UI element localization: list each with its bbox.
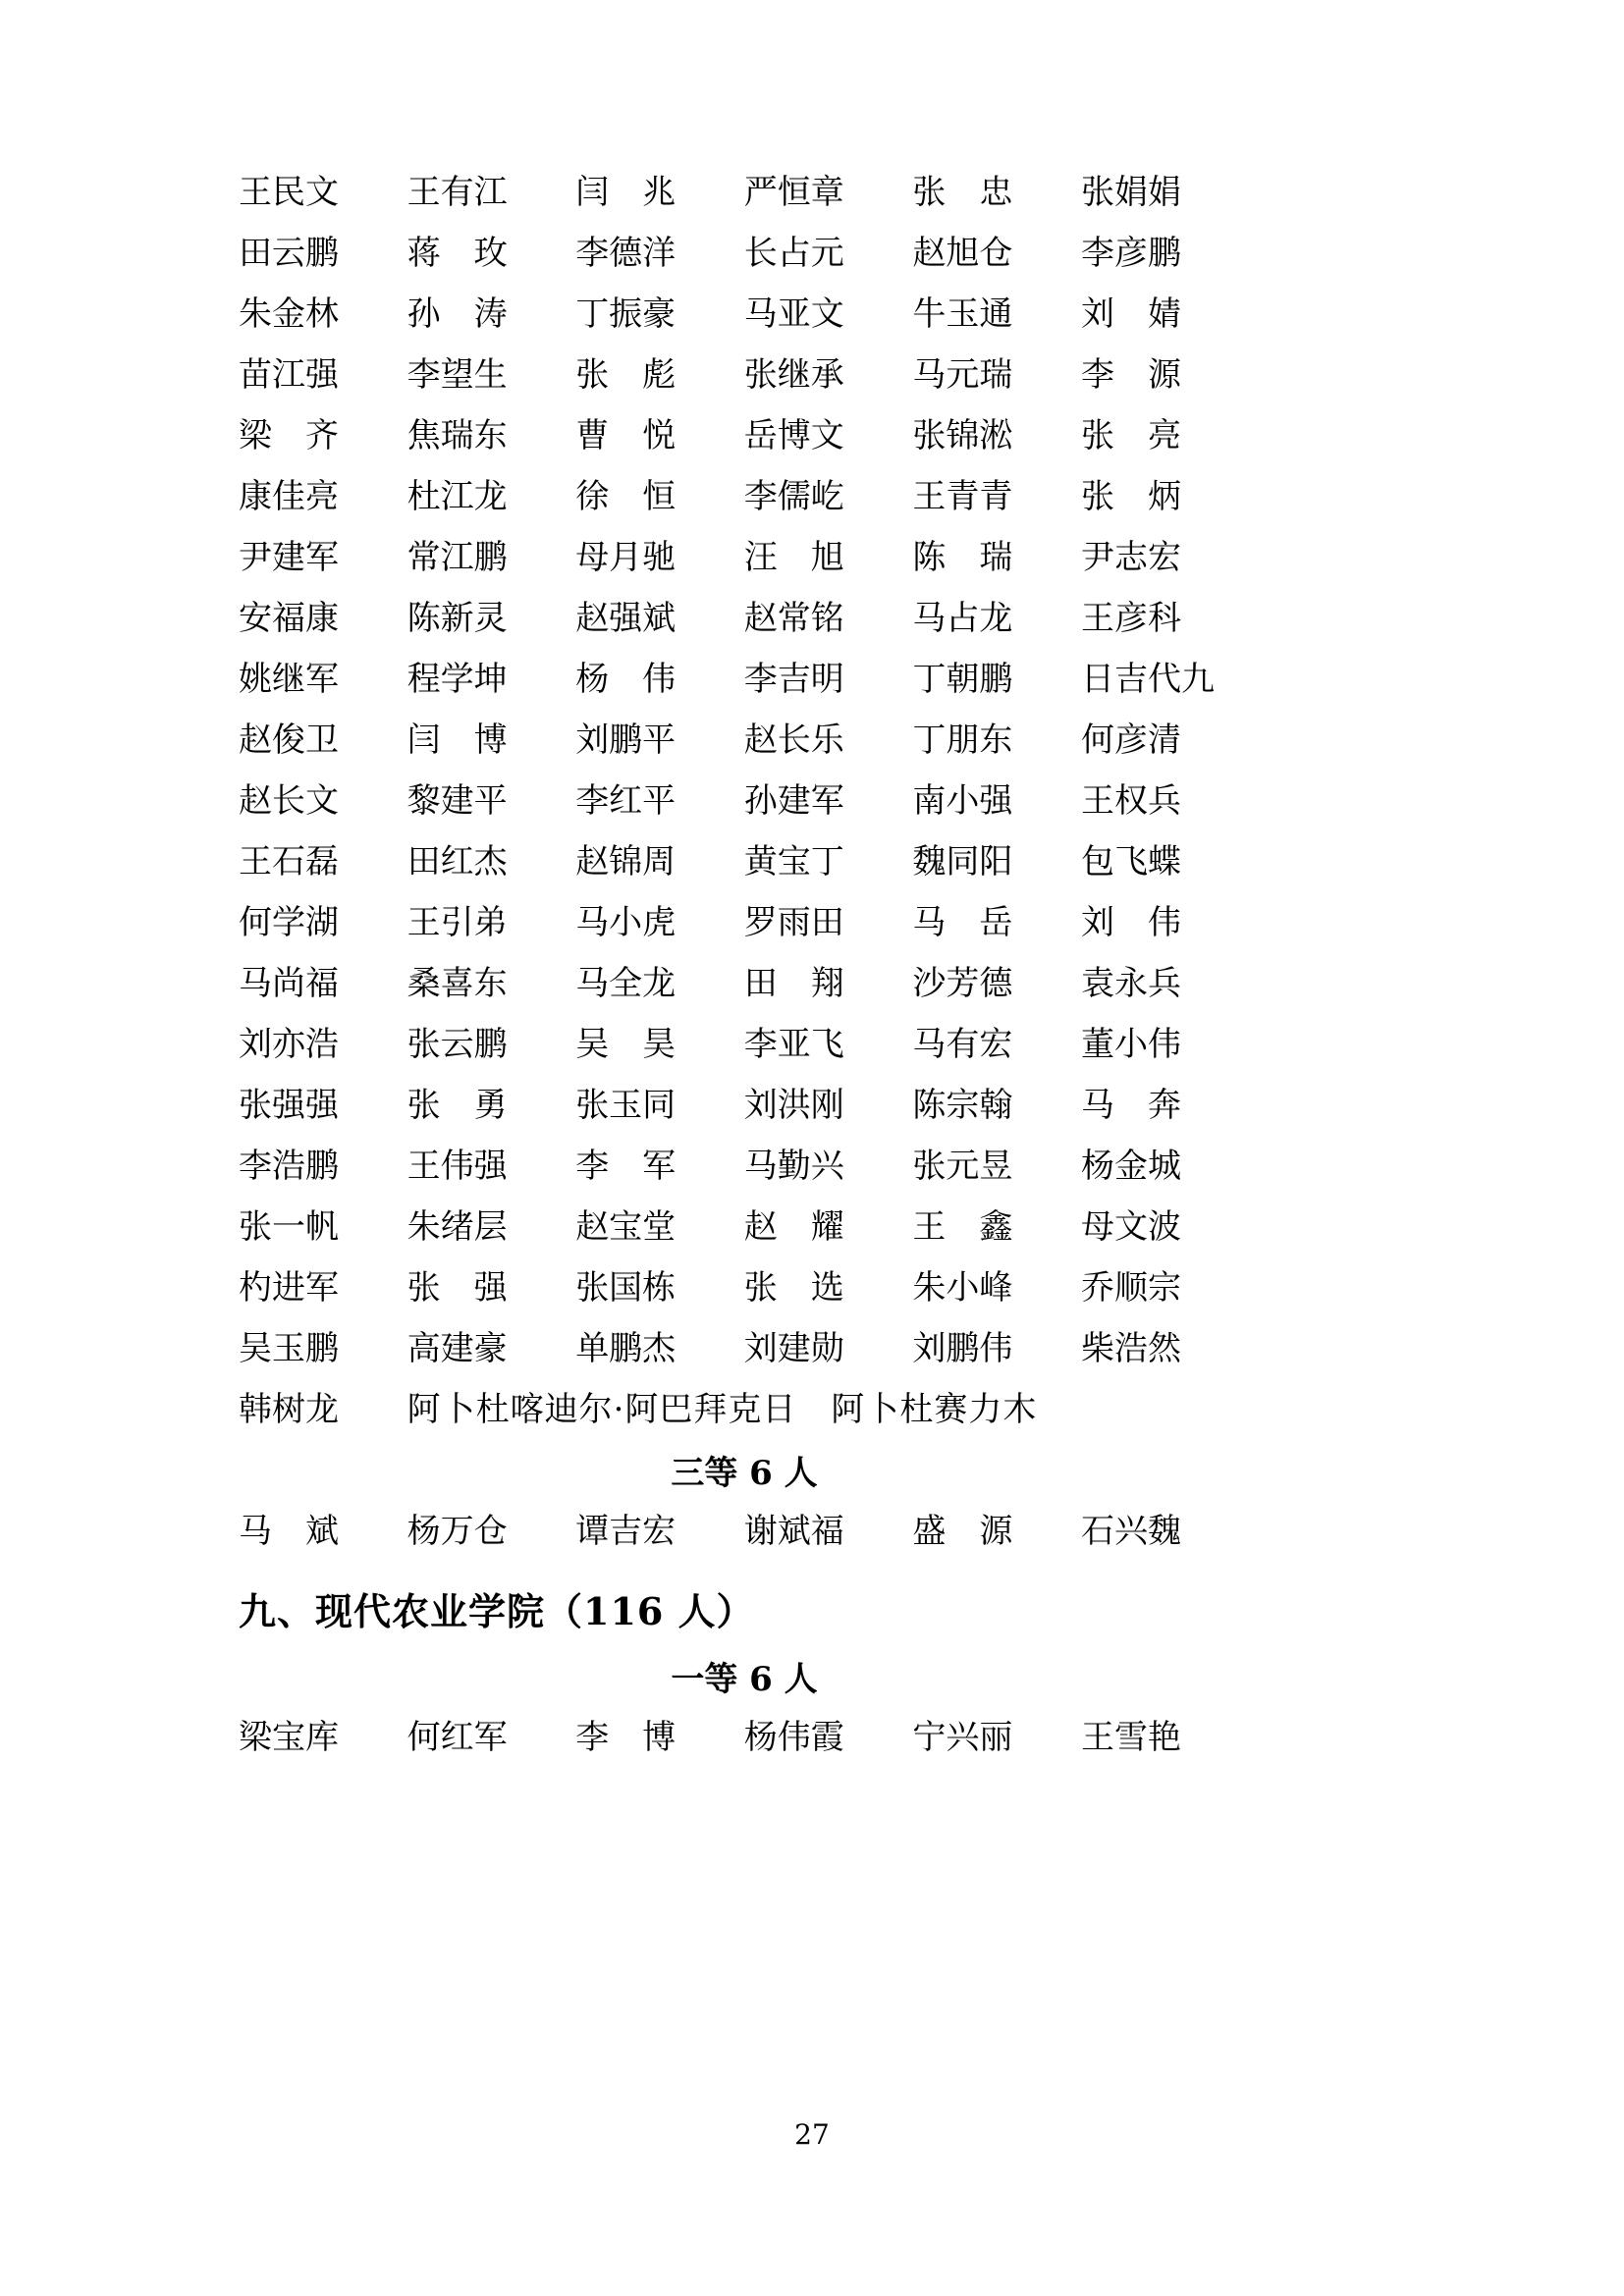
name-cell: 乔顺宗	[1080, 1268, 1181, 1308]
name-cell: 刘亦浩	[239, 1025, 339, 1064]
name-cell: 闫 兆	[575, 173, 677, 212]
name-cell: 刘 伟	[1080, 903, 1181, 942]
name-cell: 田云鹏	[239, 234, 339, 273]
name-cell: 南小强	[912, 781, 1013, 821]
name-cell: 王石磊	[239, 842, 339, 881]
name-cell: 何学湖	[239, 903, 339, 942]
name-cell: 马 奔	[1080, 1086, 1181, 1125]
name-cell: 陈 瑞	[912, 538, 1013, 577]
name-cell: 马有宏	[912, 1025, 1013, 1064]
name-cell: 杨万仓	[406, 1512, 508, 1551]
name-cell: 李亚飞	[743, 1025, 844, 1064]
name-cell: 刘鹏平	[575, 721, 677, 760]
name-cell: 谭吉宏	[575, 1512, 677, 1551]
name-cell: 赵宝堂	[575, 1207, 677, 1247]
name-cell: 蒋 玫	[406, 234, 508, 273]
name-cell: 严恒章	[743, 173, 844, 212]
name-cell: 李望生	[406, 355, 508, 395]
name-cell: 姚继军	[239, 660, 339, 699]
name-cell: 张元昱	[912, 1147, 1013, 1186]
table-row	[239, 1085, 1250, 1126]
table-row	[239, 1146, 1250, 1187]
name-cell: 安福康	[239, 599, 339, 638]
name-cell: 张强强	[239, 1086, 339, 1125]
name-cell: 张娟娟	[1080, 173, 1181, 212]
table-row	[239, 1024, 1250, 1065]
name-cell: 陈宗翰	[912, 1086, 1013, 1125]
table-row	[239, 963, 1250, 1004]
name-cell: 曹 悦	[575, 416, 677, 455]
name-cell: 李 源	[1080, 355, 1181, 395]
table-row	[239, 1717, 1250, 1758]
name-cell: 汪 旭	[743, 538, 844, 577]
name-cell: 岳博文	[743, 416, 844, 455]
name-cell: 赵常铭	[743, 599, 844, 638]
name-cell: 李吉明	[743, 660, 844, 699]
name-cell: 赵锦周	[575, 842, 677, 881]
name-cell: 王民文	[239, 173, 339, 212]
name-cell: 赵强斌	[575, 599, 677, 638]
name-cell: 宁兴丽	[912, 1718, 1013, 1757]
name-cell: 张 亮	[1080, 416, 1181, 455]
name-cell: 王雪艳	[1080, 1718, 1181, 1757]
name-cell: 盛 源	[912, 1512, 1013, 1551]
name-cell: 梁 齐	[239, 416, 339, 455]
name-cell: 王伟强	[406, 1147, 508, 1186]
name-cell: 程学坤	[406, 660, 508, 699]
name-cell: 石兴魏	[1080, 1512, 1181, 1551]
name-cell: 张 炳	[1080, 477, 1181, 516]
table-row	[239, 902, 1250, 943]
name-cell: 尹志宏	[1080, 538, 1181, 577]
table-row	[239, 659, 1250, 700]
name-cell: 袁永兵	[1080, 964, 1181, 1003]
name-cell: 马小虎	[575, 903, 677, 942]
name-cell: 张云鹏	[406, 1025, 508, 1064]
name-cell: 何红军	[406, 1718, 508, 1757]
name-cell: 马元瑞	[912, 355, 1013, 395]
name-cell: 苗江强	[239, 355, 339, 395]
name-cell: 长占元	[743, 234, 844, 273]
name-cell: 张 勇	[406, 1086, 508, 1125]
first-prize-heading: 一等 6 人	[671, 1660, 818, 1699]
name-cell: 王青青	[912, 477, 1013, 516]
name-cell: 张一帆	[239, 1207, 339, 1247]
third-prize-heading: 三等 6 人	[671, 1454, 818, 1493]
name-cell: 王彦科	[1080, 599, 1181, 638]
name-cell: 丁振豪	[575, 294, 677, 334]
name-cell: 马占龙	[912, 599, 1013, 638]
name-cell: 张 忠	[912, 173, 1013, 212]
table-row	[239, 415, 1250, 456]
name-cell: 马勤兴	[743, 1147, 844, 1186]
name-cell: 黎建平	[406, 781, 508, 821]
name-cell: 谢斌福	[743, 1512, 844, 1551]
name-cell: 刘鹏伟	[912, 1329, 1013, 1368]
name-cell: 李红平	[575, 781, 677, 821]
name-cell: 杓进军	[239, 1268, 339, 1308]
name-cell: 王有江	[406, 173, 508, 212]
name-cell: 张继承	[743, 355, 844, 395]
name-cell: 王引弟	[406, 903, 508, 942]
name-cell: 王权兵	[1080, 781, 1181, 821]
name-cell: 常江鹏	[406, 538, 508, 577]
name-cell: 赵俊卫	[239, 721, 339, 760]
name-cell: 张国栋	[575, 1268, 677, 1308]
name-cell: 田红杰	[406, 842, 508, 881]
name-cell: 杨金城	[1080, 1147, 1181, 1186]
name-cell: 张锦淞	[912, 416, 1013, 455]
name-cell: 杜江龙	[406, 477, 508, 516]
table-row	[239, 841, 1250, 882]
name-cell: 李 军	[575, 1147, 677, 1186]
name-cell: 牛玉通	[912, 294, 1013, 334]
name-cell: 黄宝丁	[743, 842, 844, 881]
table-row	[239, 233, 1250, 274]
name-cell: 丁朝鹏	[912, 660, 1013, 699]
name-cell: 朱金林	[239, 294, 339, 334]
name-cell: 柴浩然	[1080, 1329, 1181, 1368]
name-cell: 杨 伟	[575, 660, 677, 699]
name-cell: 吴 昊	[575, 1025, 677, 1064]
name-cell: 李 博	[575, 1718, 677, 1757]
table-row	[239, 1206, 1250, 1248]
table-row	[239, 537, 1250, 578]
name-cell: 马 岳	[912, 903, 1013, 942]
name-cell: 李浩鹏	[239, 1147, 339, 1186]
name-cell: 刘洪刚	[743, 1086, 844, 1125]
name-cell: 董小伟	[1080, 1025, 1181, 1064]
name-cell: 马 斌	[239, 1512, 339, 1551]
name-cell: 张 强	[406, 1268, 508, 1308]
name-cell: 刘建勋	[743, 1329, 844, 1368]
name-cell: 闫 博	[406, 721, 508, 760]
table-row	[239, 1267, 1250, 1308]
name-cell: 赵 耀	[743, 1207, 844, 1247]
name-cell: 马尚福	[239, 964, 339, 1003]
name-cell: 张 彪	[575, 355, 677, 395]
name-cell: 韩树龙	[239, 1390, 339, 1429]
name-cell: 陈新灵	[406, 599, 508, 638]
name-cell: 田 翔	[743, 964, 844, 1003]
name-cell: 赵长文	[239, 781, 339, 821]
table-row	[239, 1511, 1250, 1552]
name-cell: 焦瑞东	[406, 416, 508, 455]
name-cell: 魏同阳	[912, 842, 1013, 881]
table-row	[239, 354, 1250, 396]
name-cell: 丁朋东	[912, 721, 1013, 760]
name-cell: 吴玉鹏	[239, 1329, 339, 1368]
name-cell: 徐 恒	[575, 477, 677, 516]
college-section-heading: 九、现代农业学院（116 人）	[239, 1589, 755, 1633]
name-cell: 赵长乐	[743, 721, 844, 760]
page-content	[239, 172, 1250, 1778]
name-cell: 孙 涛	[406, 294, 508, 334]
name-cell: 单鹏杰	[575, 1329, 677, 1368]
name-cell: 罗雨田	[743, 903, 844, 942]
name-cell: 朱绪层	[406, 1207, 508, 1247]
name-cell: 张 选	[743, 1268, 844, 1308]
table-row-long-names	[239, 1389, 1250, 1430]
name-cell: 母月驰	[575, 538, 677, 577]
name-cell: 母文波	[1080, 1207, 1181, 1247]
name-cell: 马亚文	[743, 294, 844, 334]
name-cell: 王 鑫	[912, 1207, 1013, 1247]
name-cell: 高建豪	[406, 1329, 508, 1368]
name-cell: 李儒屹	[743, 477, 844, 516]
name-cell: 尹建军	[239, 538, 339, 577]
name-cell: 桑喜东	[406, 964, 508, 1003]
name-cell: 何彦清	[1080, 721, 1181, 760]
name-cell: 李彦鹏	[1080, 234, 1181, 273]
page-number: 27	[794, 2118, 830, 2151]
table-row	[239, 1328, 1250, 1369]
name-cell-long: 阿卜杜喀迪尔·阿巴拜克日 阿卜杜赛力木	[406, 1390, 1038, 1429]
name-cell: 刘 婧	[1080, 294, 1181, 334]
name-cell: 赵旭仓	[912, 234, 1013, 273]
name-cell: 张玉同	[575, 1086, 677, 1125]
name-cell: 杨伟霞	[743, 1718, 844, 1757]
table-row	[239, 720, 1250, 761]
name-cell: 日吉代九	[1080, 660, 1215, 699]
name-cell: 包飞蝶	[1080, 842, 1181, 881]
name-cell: 李德洋	[575, 234, 677, 273]
name-cell: 孙建军	[743, 781, 844, 821]
table-row	[239, 294, 1250, 335]
name-cell: 康佳亮	[239, 477, 339, 516]
name-cell: 梁宝库	[239, 1718, 339, 1757]
name-cell: 朱小峰	[912, 1268, 1013, 1308]
table-row	[239, 172, 1250, 213]
table-row	[239, 598, 1250, 639]
name-cell: 马全龙	[575, 964, 677, 1003]
name-cell: 沙芳德	[912, 964, 1013, 1003]
table-row	[239, 476, 1250, 517]
table-row	[239, 780, 1250, 822]
